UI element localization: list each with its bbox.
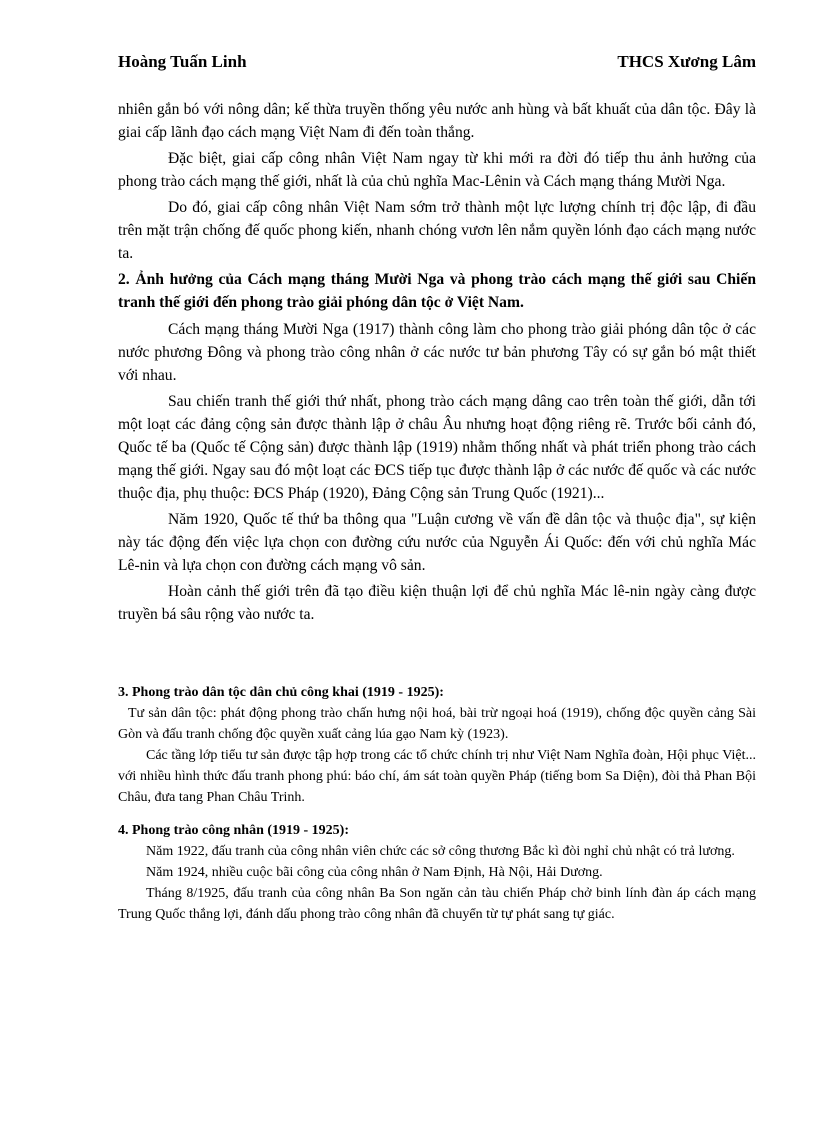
section-heading: 3. Phong trào dân tộc dân chủ công khai (1919 - 1925): — [118, 685, 444, 700]
header-school: THCS Xương Lâm — [617, 52, 756, 71]
paragraph: nhiên gắn bó với nông dân; kế thừa truyền thống yêu nước anh hùng và bất khuất của dân tộc. Đây là giai cấp lãnh đạo cách mạng Việt Nam đi đến toàn thắng. — [118, 101, 756, 141]
section-heading: 2. Ảnh hưởng của Cách mạng tháng Mười Nga và phong trào cách mạng thế giới sau Chiến tranh thế giới đến phong trào giải phóng dân tộc ở Việt Nam. — [118, 271, 756, 311]
paragraph: Các tầng lớp tiểu tư sản được tập hợp trong các tổ chức chính trị như Việt Nam Nghĩa đoàn, Hội phục Việt... với nhiều hình thức đấu tranh phong phú: báo chí, ám sát toàn quyền Pháp (tiếng bom Sa Diện), đòi thả Phan Bội Châu, đưa tang Phan Châu Trinh. — [118, 748, 756, 805]
paragraph: Cách mạng tháng Mười Nga (1917) thành công làm cho phong trào giải phóng dân tộc ở các nước phương Đông và phong trào công nhân ở các nước tư bản phương Tây có sự gắn bó mật thiết với nhau. — [118, 321, 756, 384]
header-author: Hoàng Tuấn Linh — [118, 52, 247, 71]
main-body — [118, 98, 756, 629]
section-3 — [118, 682, 756, 808]
paragraph: Sau chiến tranh thế giới thứ nhất, phong trào cách mạng dâng cao trên toàn thế giới, dẫn tới một loạt các đảng cộng sản được thành lập ở châu Âu nhưng hoạt động riêng rẽ. Trước bối cảnh đó, Quốc tế ba (Quốc tế Cộng sản) được thành lập (1919) nhằm thống nhất và phát triển phong trào cách mạng thế giới. Ngay sau đó một loạt các ĐCS tiếp tục được thành lập ở các nước đế quốc và các nước thuộc địa, phụ thuộc: ĐCS Pháp (1920), Đảng Cộng sản Trung Quốc (1921)... — [118, 393, 756, 502]
paragraph: Năm 1922, đấu tranh của công nhân viên chức các sở công thương Bắc kì đòi nghỉ chủ nhật có trả lương. — [146, 844, 735, 859]
paragraph: Hoàn cảnh thế giới trên đã tạo điều kiện thuận lợi để chủ nghĩa Mác lê-nin ngày càng được truyền bá sâu rộng vào nước ta. — [118, 583, 756, 623]
section-heading: 4. Phong trào công nhân (1919 - 1925): — [118, 823, 350, 838]
section-4 — [118, 820, 756, 925]
paragraph: Tháng 8/1925, đấu tranh của công nhân Ba Son ngăn cản tàu chiến Pháp chở binh lính đàn áp cách mạng Trung Quốc thắng lợi, đánh dấu phong trào công nhân đã chuyển từ tự phát sang tự giác. — [118, 886, 756, 922]
paragraph: Năm 1920, Quốc tế thứ ba thông qua "Luận cương về vấn đề dân tộc và thuộc địa", sự kiện này tác động đến việc lựa chọn con đường cứu nước của Nguyễn Ái Quốc: đến với chủ nghĩa Mác Lê-nin và lựa chọn con đường cách mạng vô sản. — [118, 511, 756, 574]
paragraph: Năm 1924, nhiều cuộc bãi công của công nhân ở Nam Định, Hà Nội, Hải Dương. — [146, 865, 603, 880]
paragraph: Đặc biệt, giai cấp công nhân Việt Nam ngay từ khi mới ra đời đó tiếp thu ảnh hưởng của phong trào cách mạng thế giới, nhất là của chủ nghĩa Mac-Lênin và Cách mạng tháng Mười Nga. — [118, 150, 756, 190]
paragraph: Tư sản dân tộc: phát động phong trào chấn hưng nội hoá, bài trừ ngoại hoá (1919), chống độc quyền cảng Sài Gòn và đấu tranh chống độc quyền xuất cảng lúa gạo Nam kỳ (1923). — [118, 706, 756, 742]
page-header — [118, 52, 756, 76]
paragraph: Do đó, giai cấp công nhân Việt Nam sớm trở thành một lực lượng chính trị độc lập, đi đầu trên mặt trận chống đế quốc phong kiến, nhanh chóng vươn lên nắm quyền lónh đạo cách mạng nước ta. — [118, 199, 756, 262]
